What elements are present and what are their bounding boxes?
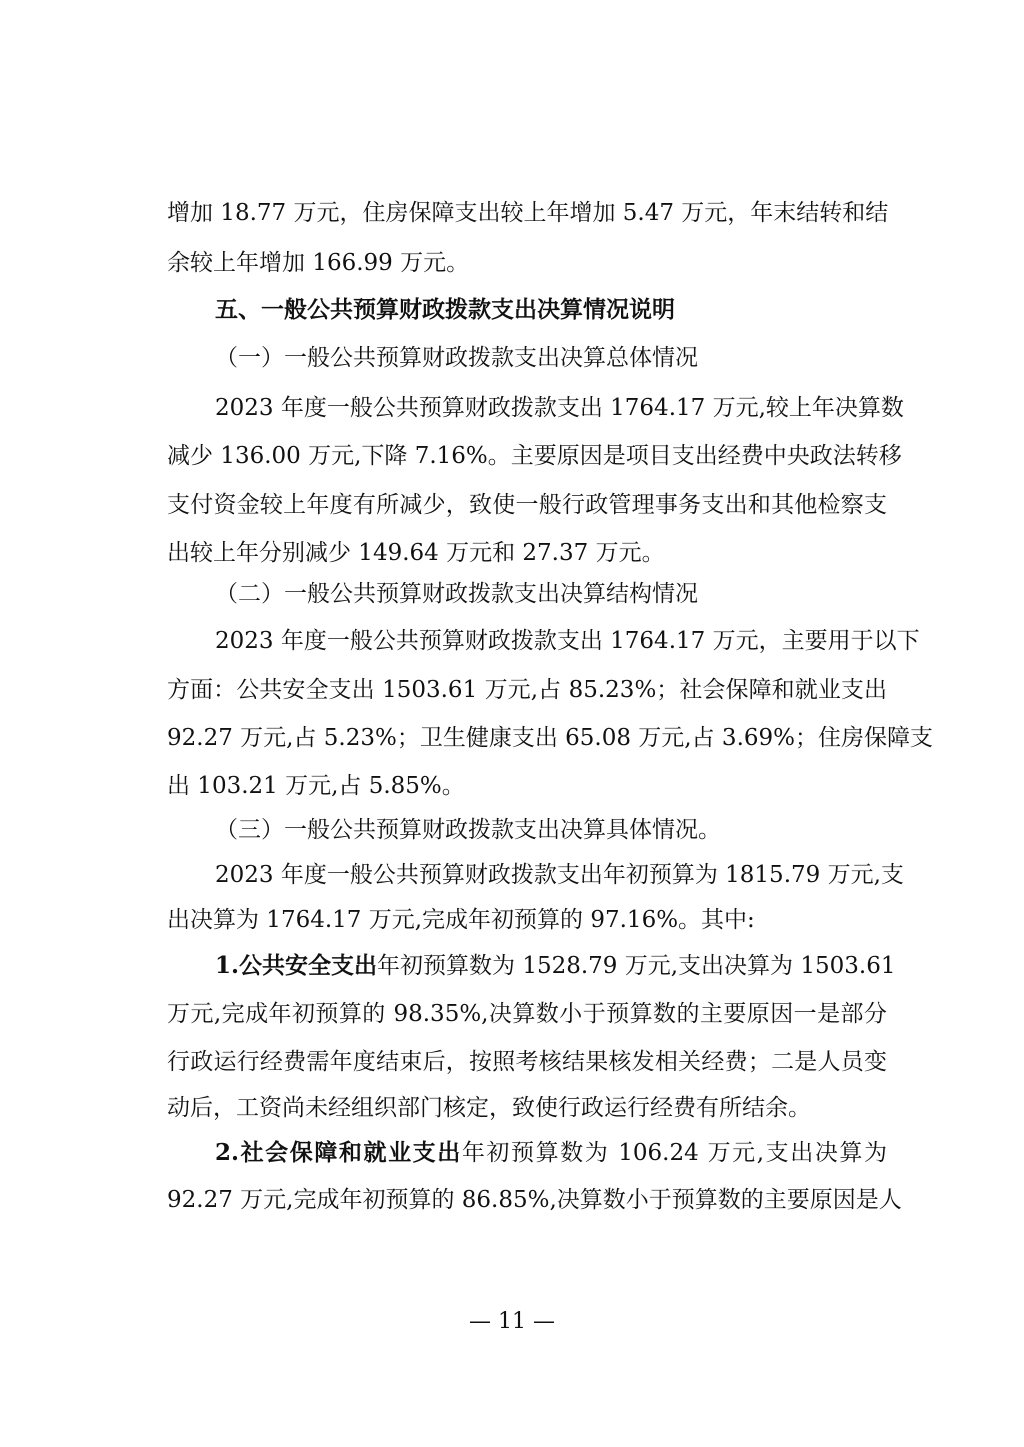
page-number: — 11 — <box>469 1309 555 1334</box>
item-text: 年初预算数为 106.24 万元,支出决算为 <box>461 1140 887 1166</box>
subsection-heading: （一）一般公共预算财政拨款支出决算总体情况 <box>215 345 698 371</box>
paragraph-line: 2023 年度一般公共预算财政拨款支出 1764.17 万元,较上年决算数 <box>215 395 904 421</box>
paragraph-line: 万元,完成年初预算的 98.35%,决算数小于预算数的主要原因一是部分 <box>167 1001 887 1027</box>
paragraph-line: 出较上年分别减少 149.64 万元和 27.37 万元。 <box>167 540 665 566</box>
subsection-heading: （三）一般公共预算财政拨款支出决算具体情况。 <box>215 817 721 843</box>
item-text: 年初预算数为 1528.79 万元,支出决算为 1503.61 <box>377 953 896 979</box>
list-item-1 <box>215 951 896 981</box>
paragraph-line: 方面：公共安全支出 1503.61 万元,占 85.23%；社会保障和就业支出 <box>167 677 887 703</box>
paragraph-line: 出决算为 1764.17 万元,完成年初预算的 97.16%。其中: <box>167 907 755 933</box>
paragraph-line: 增加 18.77 万元，住房保障支出较上年增加 5.47 万元，年末结转和结 <box>167 200 889 226</box>
paragraph-line: 2023 年度一般公共预算财政拨款支出年初预算为 1815.79 万元,支 <box>215 862 904 888</box>
item-label: 1.公共安全支出 <box>215 952 378 979</box>
paragraph-line: 行政运行经费需年度结束后，按照考核结果核发相关经费；二是人员变 <box>167 1049 887 1075</box>
list-item-2 <box>215 1138 887 1168</box>
item-label: 2.社会保障和就业支出 <box>215 1139 462 1166</box>
paragraph-line: 余较上年增加 166.99 万元。 <box>167 250 470 276</box>
paragraph-line: 动后，工资尚未经组织部门核定，致使行政运行经费有所结余。 <box>167 1095 811 1121</box>
paragraph-line: 92.27 万元,占 5.23%；卫生健康支出 65.08 万元,占 3.69%；住房保障支 <box>167 725 933 751</box>
paragraph-line: 减少 136.00 万元,下降 7.16%。主要原因是项目支出经费中央政法转移 <box>167 443 902 469</box>
subsection-heading: （二）一般公共预算财政拨款支出决算结构情况 <box>215 581 698 607</box>
paragraph-line: 2023 年度一般公共预算财政拨款支出 1764.17 万元，主要用于以下 <box>215 628 920 654</box>
paragraph-line: 出 103.21 万元,占 5.85%。 <box>167 773 465 799</box>
paragraph-line: 92.27 万元,完成年初预算的 86.85%,决算数小于预算数的主要原因是人 <box>167 1187 902 1213</box>
paragraph-line: 支付资金较上年度有所减少，致使一般行政管理事务支出和其他检察支 <box>167 492 887 518</box>
section-heading: 五、一般公共预算财政拨款支出决算情况说明 <box>215 296 675 323</box>
